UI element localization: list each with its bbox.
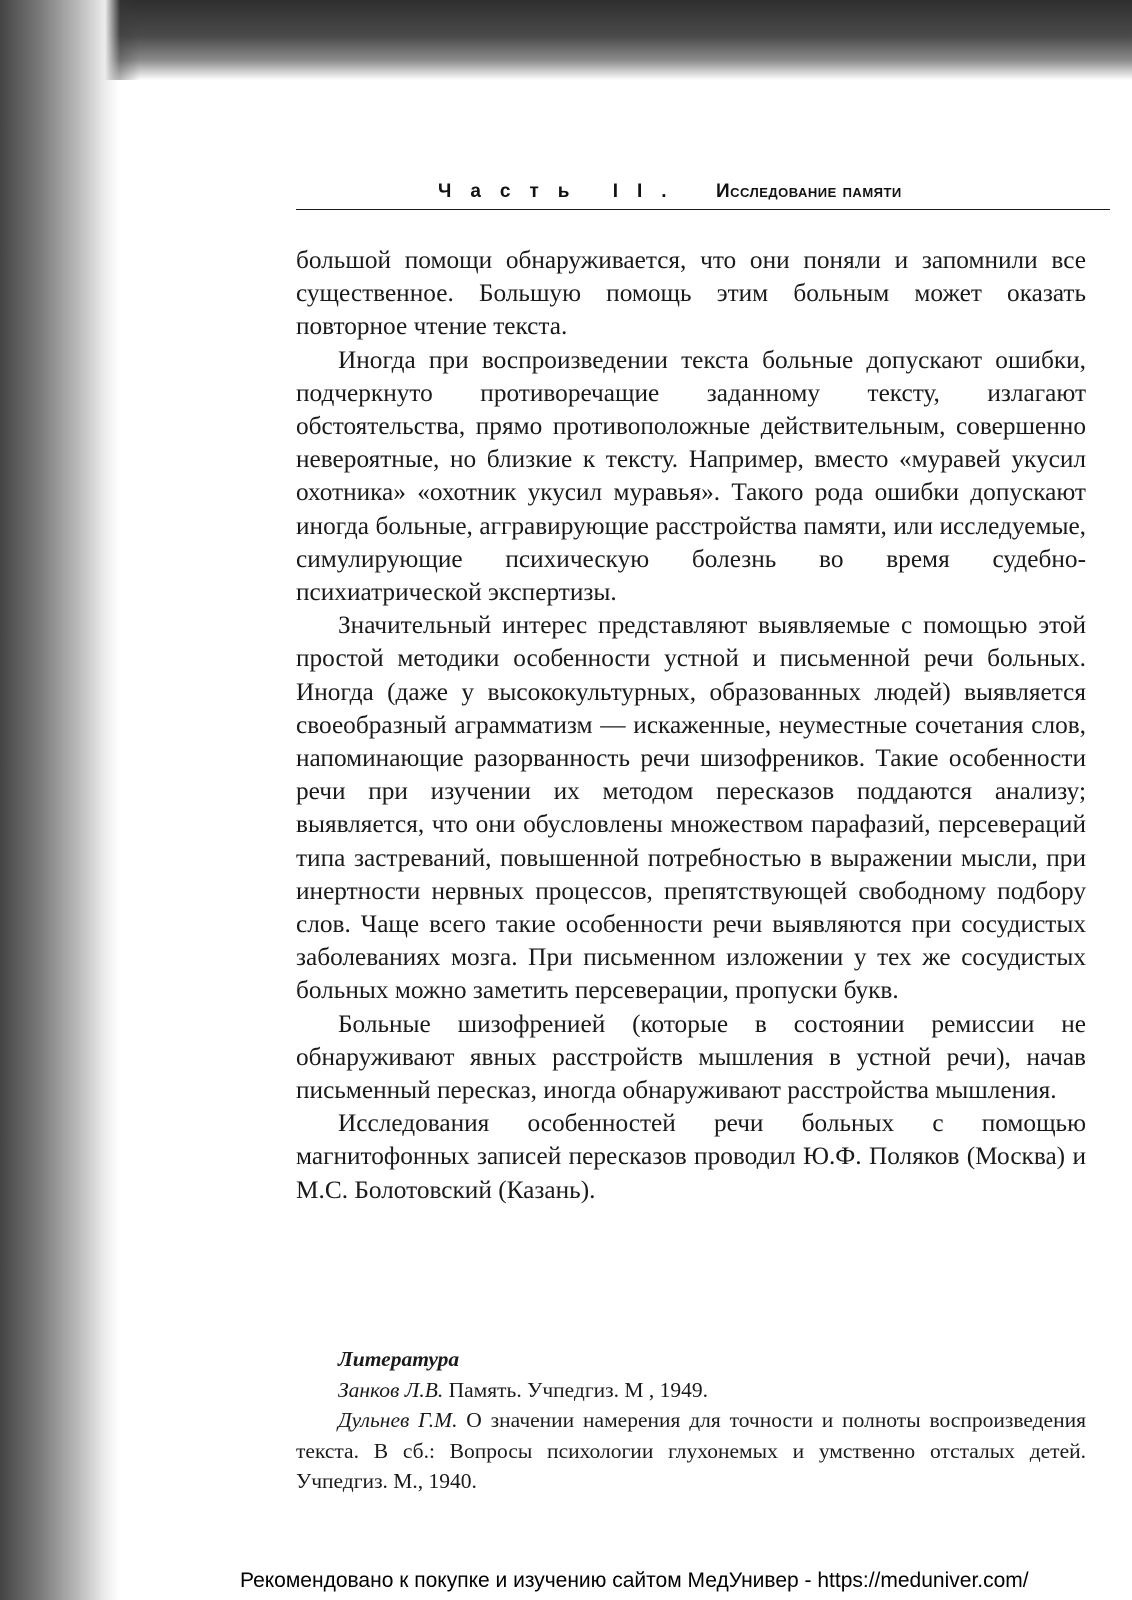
- paragraph: Иногда при воспроизведении текста больные допускают ошибки, подчеркнуто противоречащие заданному тексту, излагают обстоятельства, прямо противоположные действительным, совершенно невероятные, но близкие к тексту. Например, вместо «муравей укусил охотника» «охотник укусил муравья». Такого рода ошибки допускают иногда больные, аггравирующие расстройства памяти, или исследуемые, симулирующие психическую болезнь во время судебно-психиатрической экспертизы.: [296, 345, 1086, 607]
- paragraph: Исследования особенностей речи больных с помощью магнитофонных записей пересказов проводил Ю.Ф. Поляков (Москва) и М.С. Болотовский (Казань).: [296, 1109, 1086, 1204]
- body-text: [296, 244, 1086, 1207]
- running-head: [296, 181, 1110, 210]
- references-section: [296, 1344, 1086, 1497]
- footer-watermark: Рекомендовано к покупке и изучению сайтом МедУнивер - https://meduniver.com/: [240, 1569, 1029, 1592]
- references-heading: Литература: [338, 1347, 460, 1371]
- paragraph: Больные шизофренией (которые в состоянии ремиссии не обнаруживают явных расстройств мышления в устной речи), начав письменный пересказ, иногда обнаруживают расстройства мышления.: [296, 1009, 1086, 1105]
- paragraph: большой помощи обнаруживается, что они поняли и запомнили все существенное. Большую помощь этим больным может оказать повторное чтение текста.: [296, 246, 1086, 341]
- reference-text: Память. Учпедгиз. М , 1949.: [443, 1377, 709, 1402]
- reference-item: [296, 1405, 1086, 1497]
- reference-author: Занков Л.В.: [338, 1377, 444, 1402]
- reference-text: О значении намерения для точности и полноты воспроизведения текста. В сб.: Вопросы психологии глухонемых и умственно отсталых детей. Учпедгиз. М., 1940.: [296, 1408, 1086, 1493]
- reference-author: Дульнев Г.М.: [338, 1408, 458, 1432]
- paragraph: Значительный интерес представляют выявляемые с помощью этой простой методики особенности устной и письменной речи больных. Иногда (даже у высококультурных, образованных людей) выявляется своеобразный аграмматизм — искаженные, неуместные сочетания слов, напоминающие разорванность речи шизофреников. Такие особенности речи при изучении их методом пересказов поддаются анализу; выявляется, что они обусловлены множеством парафазий, персевераций типа застреваний, повышенной потребностью в выражении мысли, при инертности нервных процессов, препятствующей свободному подбору слов. Чаще всего такие особенности речи выявляются при сосудистых заболеваниях мозга. При письменном изложении у тех же сосудистых больных можно заметить персеверации, пропуски букв.: [296, 611, 1086, 1005]
- running-head-title: Исследование памяти: [716, 181, 902, 202]
- running-head-part: Часть II.: [438, 181, 686, 202]
- reference-item: [296, 1375, 1086, 1406]
